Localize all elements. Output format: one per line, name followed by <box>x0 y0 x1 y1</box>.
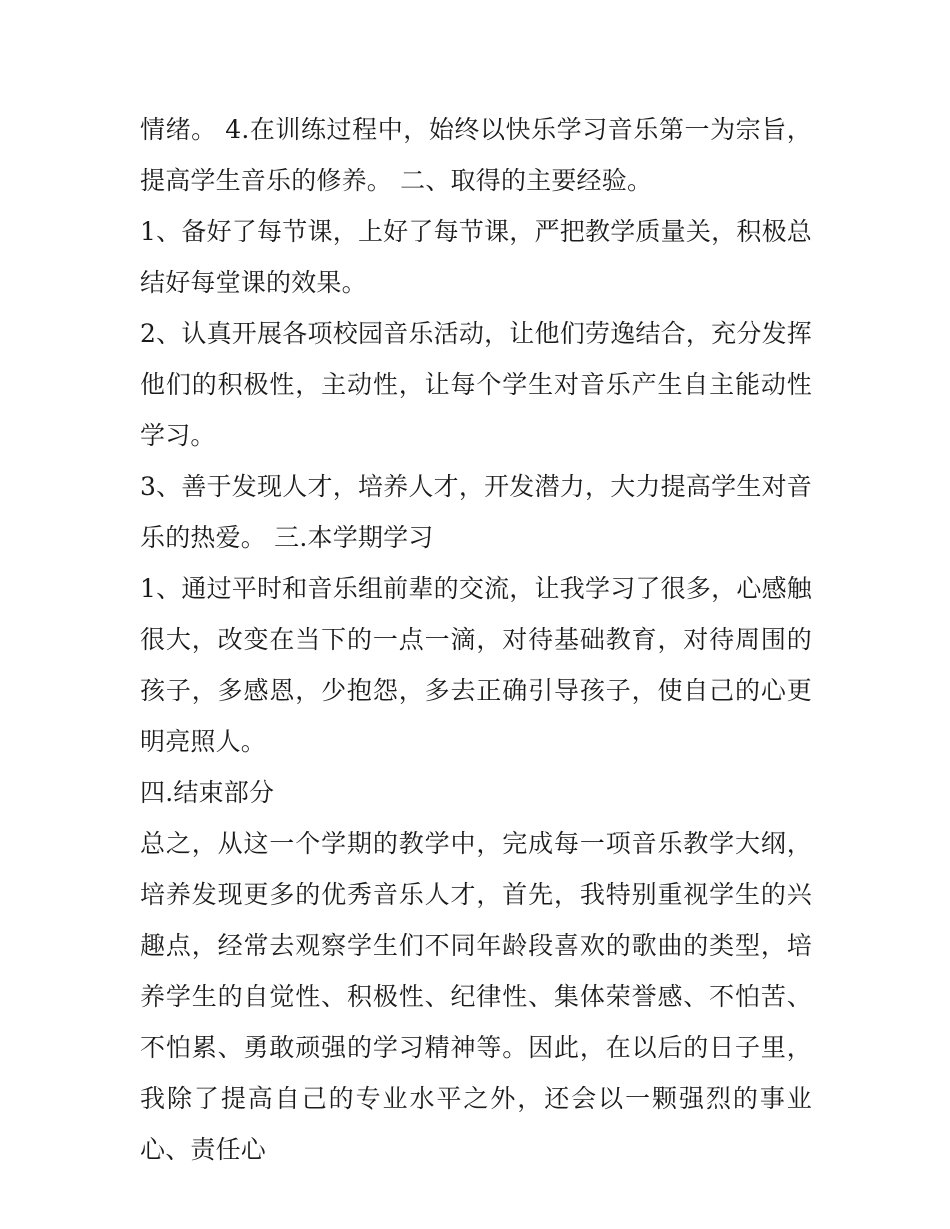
paragraph-experience-1: 1、备好了每节课，上好了每节课，严把教学质量关，积极总结好每堂课的效果。 <box>140 217 812 297</box>
paragraph-emotion-training: 情绪。 4.在训练过程中，始终以快乐学习音乐第一为宗旨，提高学生音乐的修养。 二、取得的主要经验。 <box>140 115 812 195</box>
paragraph-study-1: 1、通过平时和音乐组前辈的交流，让我学习了很多，心感触很大，改变在当下的一点一滴，对待基础教育，对待周围的孩子，多感恩，少抱怨，多去正确引导孩子，使自己的心更明亮照人。 <box>140 574 812 756</box>
paragraph-conclusion: 总之，从这一个学期的教学中，完成每一项音乐教学大纲，培养发现更多的优秀音乐人才，首先，我特别重视学生的兴趣点，经常去观察学生们不同年龄段喜欢的歌曲的类型，培养学生的自觉性、积极性、纪律性、集体荣誉感、不怕苦、不怕累、勇敢顽强的学习精神等。因此，在以后的日子里，我除了提高自己的专业水平之外，还会以一颗强烈的事业心、责任心 <box>140 829 812 1164</box>
document-body <box>140 104 812 1175</box>
paragraph-experience-2: 2、认真开展各项校园音乐活动，让他们劳逸结合，充分发挥他们的积极性，主动性，让每个学生对音乐产生自主能动性学习。 <box>140 319 812 450</box>
section-heading-conclusion: 四.结束部分 <box>140 778 275 807</box>
paragraph-experience-3: 3、善于发现人才，培养人才，开发潜力，大力提高学生对音乐的热爱。 三.本学期学习 <box>140 472 812 552</box>
